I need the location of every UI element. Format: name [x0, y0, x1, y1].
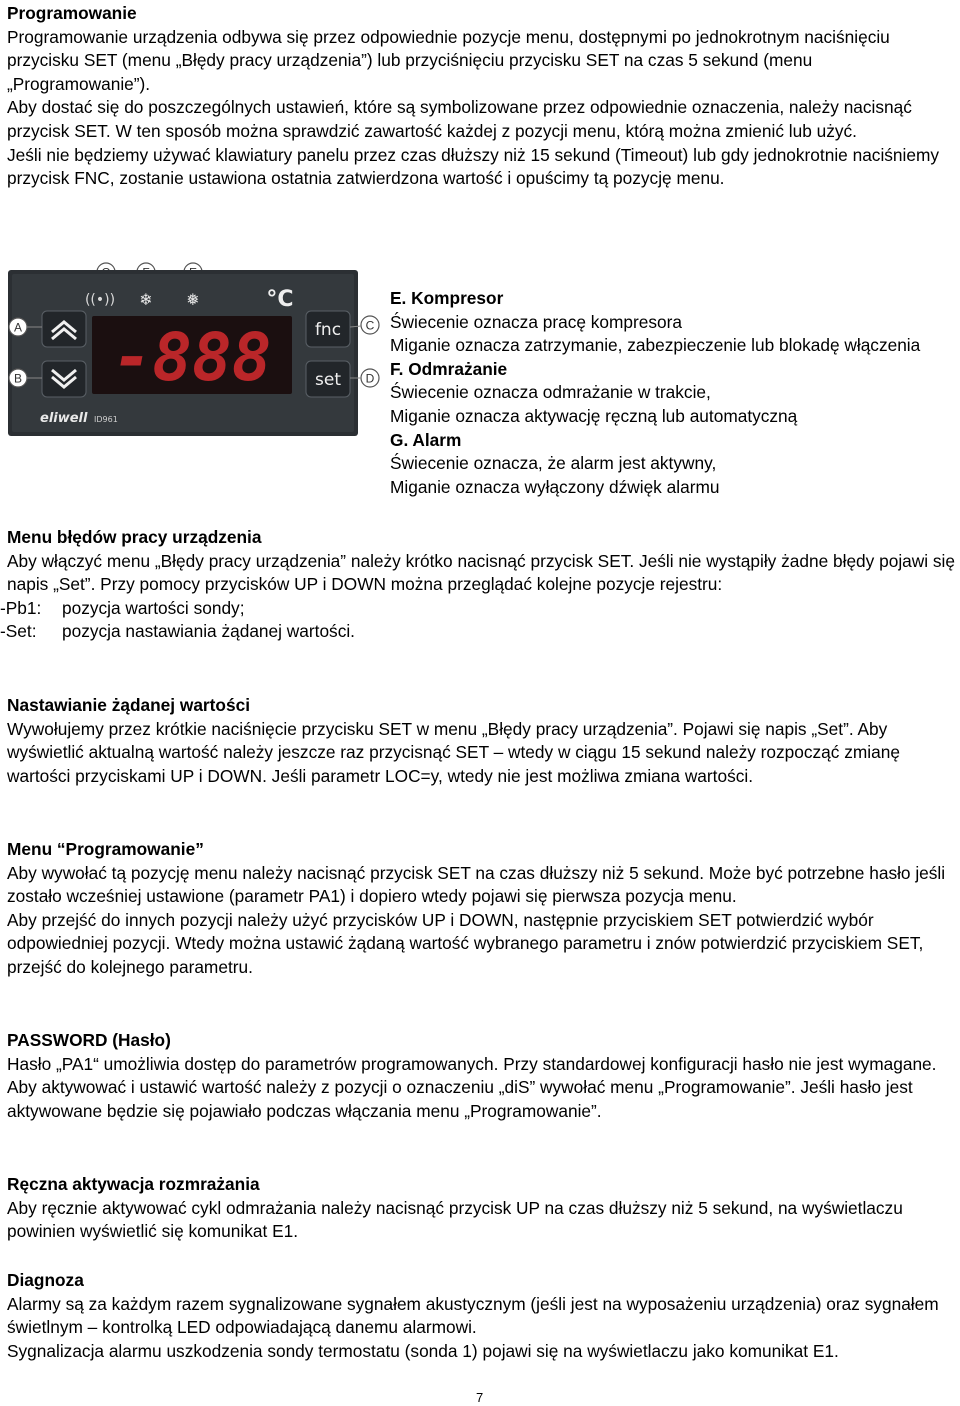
page-number: 7 — [476, 1390, 484, 1405]
paragraph: Alarmy są za każdym razem sygnalizowane sygnałem akustycznym (jeśli jest na wyposażeniu urządzenia) oraz sygnałem świetlnym – kontrolką LED odpowiadającą danemu alarmowi. — [7, 1293, 939, 1338]
section-diagnoza — [7, 1269, 955, 1363]
list-item — [0, 597, 955, 621]
fnc-button[interactable] — [306, 311, 350, 347]
paragraph: Aby wywołać tą pozycję menu należy nacisnąć przycisk SET na czas dłuższy niż 5 sekund. Może być potrzebne hasło jeśli zostało wcześniej ustawione (parametr PA1) i dopiero wtedy pojawi się pierwsza pozycja menu. — [7, 862, 946, 907]
display-digits: -888 — [112, 319, 272, 396]
legend-line: Miganie oznacza zatrzymanie, zabezpieczenie lub blokadę włączenia — [390, 335, 921, 356]
svg-text:set: set — [315, 370, 341, 390]
legend-line: Świecenie oznacza pracę kompresora — [390, 311, 683, 332]
list-key: -Set: — [0, 621, 37, 642]
unit-label: °C — [266, 287, 294, 312]
list-key: -Pb1: — [0, 597, 42, 618]
section-title: Ręczna aktywacja rozmrażania — [7, 1174, 260, 1194]
section-reczna-aktywacja — [7, 1173, 955, 1244]
marker-b — [9, 369, 27, 387]
legend-line: Miganie oznacza wyłączony dźwięk alarmu — [390, 476, 720, 497]
legend-line: Świecenie oznacza odmrażanie w trakcie, — [390, 382, 711, 403]
svg-text:B: B — [13, 371, 23, 386]
paragraph: Sygnalizacja alarmu uszkodzenia sondy termostatu (sonda 1) pojawi się na wyświetlaczu jako komunikat E1. — [7, 1340, 839, 1361]
paragraph: Hasło „PA1“ umożliwia dostęp do parametrów programowanych. Przy standardowej konfiguracji hasło nie jest wymagane. Aby aktywować i ustawić wartość należy z pozycji o oznaczeniu „diS” wywołać menu „Programowanie”. Jeśli hasło jest aktywowane będzie się pojawiało podczas włączania menu „Programowanie”. — [7, 1053, 937, 1121]
svg-text:C: C — [365, 318, 375, 333]
section-programowanie — [7, 2, 955, 191]
paragraph: Aby włączyć menu „Błędy pracy urządzenia” należy krótko nacisnąć przycisk SET. Jeśli nie wystąpiły żadne błędy pojawi się napis „Set”. Przy pomocy przycisków UP i DOWN można przeglądać kolejne pozycje rejestru: — [7, 550, 955, 595]
paragraph: Jeśli nie będziemy używać klawiatury panelu przez czas dłuższy niż 15 sekund (Timeout) lub gdy jednokrotnie naciśniemy przycisk FNC, zostanie ustawiona ostatnia zatwierdzona wartość i opuścimy tą pozycję menu. — [7, 144, 940, 189]
section-title: Diagnoza — [7, 1270, 84, 1290]
svg-text:D: D — [365, 371, 375, 386]
marker-d — [361, 369, 379, 387]
brand-logo: eliwell — [40, 411, 88, 426]
legend-title-e: E. Kompresor — [390, 288, 504, 308]
section-password — [7, 1029, 955, 1123]
section-menu-bledow — [0, 526, 955, 644]
paragraph: Programowanie urządzenia odbywa się przez odpowiednie pozycje menu, dostępnymi po jednokrotnym naciśnięciu przycisku SET (menu „Błędy pracy urządzenia”) lub przyciśnięciu przycisku SET na czas 5 sekund (menu „Programowanie”). — [7, 26, 890, 94]
down-button[interactable] — [42, 361, 86, 397]
legend-title-f: F. Odmrażanie — [390, 358, 508, 379]
section-title: Menu “Programowanie” — [7, 839, 204, 859]
svg-text:A: A — [13, 320, 23, 335]
list-value: pozycja wartości sondy; — [62, 597, 245, 618]
controller-panel-figure — [4, 262, 384, 438]
defrost-led-icon: ❄ — [139, 290, 153, 309]
list-value: pozycja nastawiania żądanej wartości. — [62, 621, 355, 642]
section-title: PASSWORD (Hasło) — [7, 1030, 171, 1050]
paragraph: Aby ręcznie aktywować cykl odmrażania należy nacisnąć przycisk UP na czas dłuższy niż 5 sekund, na wyświetlaczu powinien wyświetlić się komunikat E1. — [7, 1197, 903, 1242]
section-title: Programowanie — [7, 3, 137, 23]
svg-text:fnc: fnc — [314, 320, 342, 340]
paragraph: Aby przejść do innych pozycji należy użyć przycisków UP i DOWN, następnie przyciskiem SET potwierdzić wybór odpowiedniej pozycji. Wtedy można ustawić żądaną wartość wybranego parametru i znów potwierdzić przyciskiem SET, przejść do kolejnego parametru. — [7, 909, 924, 977]
model-label: ID961 — [94, 415, 118, 424]
paragraph: Wywołujemy przez krótkie naciśnięcie przycisku SET w menu „Błędy pracy urządzenia”. Pojawi się napis „Set”. Aby wyświetlić aktualną wartość należy jeszcze raz przycisnąć SET – wtedy w ciągu 15 sekund należy rozpocząć zmianę wartości przyciskami UP i DOWN. Jeśli parametr LOC=y, wtedy nie jest możliwa zmiana wartości. — [7, 718, 900, 786]
section-nastawianie — [7, 694, 955, 788]
marker-a — [9, 318, 27, 336]
indicator-legend — [390, 287, 950, 499]
section-menu-programowanie — [7, 838, 955, 980]
marker-c — [361, 316, 379, 334]
compressor-led-icon: ❅ — [186, 290, 200, 309]
legend-title-g: G. Alarm — [390, 429, 462, 450]
up-button[interactable] — [42, 311, 86, 347]
alarm-led-icon: ((•)) — [84, 292, 116, 308]
section-title: Menu błędów pracy urządzenia — [7, 527, 262, 547]
paragraph: Aby dostać się do poszczególnych ustawień, które są symbolizowane przez odpowiednie oznaczenia, należy nacisnąć przycisk SET. W ten sposób można sprawdzić zawartość każdej z pozycji menu, którą można zmienić lub użyć. — [7, 97, 912, 141]
section-title: Nastawianie żądanej wartości — [7, 695, 250, 715]
legend-line: Miganie oznacza aktywację ręczną lub automatyczną — [390, 405, 798, 426]
legend-line: Świecenie oznacza, że alarm jest aktywny, — [390, 453, 717, 474]
list-item — [0, 620, 955, 644]
set-button[interactable] — [306, 361, 350, 397]
